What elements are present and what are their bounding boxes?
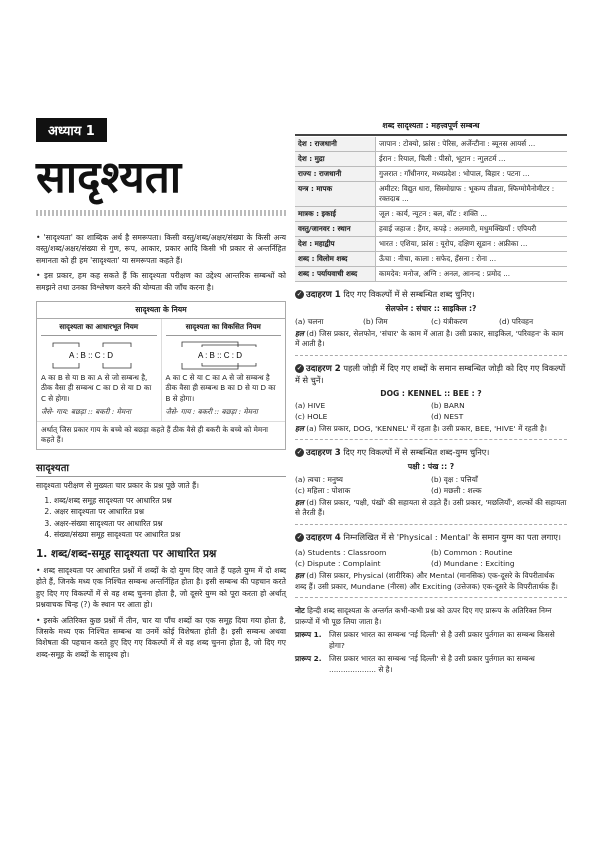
rules-heading: सादृश्यता के नियम <box>37 302 285 319</box>
example-label: उदाहरण 3 <box>306 448 341 458</box>
subsection-paragraph-2: • इसके अतिरिक्त कुछ प्रश्नों में तीन, चार या पाँच शब्दों का एक समूह दिया गया होता है, जिसके मध्य एक निश्चित सम्बन्ध या उनमें कोई विशेषता होती है। इसी सम्बन्ध अथवा विशेषता की पहचान करते हुए दिए गए विकल्पों में से वह शब्द चुनना होता है, जो दिए गए शब्द-समूह के शब्दों के सादृश्य हो। <box>36 615 286 661</box>
option: (c) महिला : पोशाक <box>295 485 351 495</box>
rules-footer: अर्थात् जिस प्रकार गाय के बच्चे को बछड़ा कहते हैं ठीक वैसे ही बकरी के बच्चे को मेमना कहते हैं। <box>37 421 285 449</box>
option: (a) HIVE <box>295 400 326 410</box>
advanced-rule-example: जैसे- गाय : बकरी :: बछड़ा : मेमना <box>165 407 258 417</box>
example-2 <box>295 363 567 441</box>
advanced-rule-title: सादृश्यता का विकसित नियम <box>166 322 282 336</box>
check-icon: ✓ <box>296 290 303 298</box>
option: (c) HOLE <box>295 411 328 421</box>
basic-rule-example: जैसे- गाय: बछड़ा :: बकरी : मेमना <box>41 407 131 417</box>
format-item: प्रारूप 2. जिस प्रकार भारत का सम्बन्ध 'नई दिल्ली' से है उसी प्रकार पुर्तगाल का सम्बन्ध .................... से है। <box>295 654 535 674</box>
relations-heading: शब्द सादृश्यता : महत्त्वपूर्ण सम्बन्ध <box>295 118 567 136</box>
basic-rule-diagram <box>41 339 157 373</box>
example-question: दिए गए विकल्पों में से सम्बन्धित शब्द चुनिए। <box>343 289 475 299</box>
table-row: यन्त्र : मापक अमीटर: विद्युत धारा, सिस्मोग्राफ : भूकम्प तीव्रता, स्फिग्मोमैनोमीटर : रक्तदाब ... <box>295 182 567 207</box>
basic-rule-title: सादृश्यता का आधारभूत नियम <box>41 322 157 336</box>
advanced-rule <box>161 319 286 421</box>
example-question: दिए गए विकल्पों में से सम्बन्धित शब्द-युग्म चुनिए। <box>343 447 490 457</box>
divider <box>295 597 567 598</box>
check-icon: ✓ <box>296 448 303 456</box>
example-options <box>295 547 567 569</box>
example-solution: हल (a) जिस प्रकार, DOG, 'KENNEL' में रहता है। उसी प्रकार, BEE, 'HIVE' में रहती है। <box>295 423 547 433</box>
table-row: वस्तु/जानवर : स्थान हवाई जहाज : हैंगर, कपड़े : अलमारी, मधुमक्खियाँ : एपियरी <box>295 222 567 237</box>
subsection-title: 1. शब्द/शब्द-समूह सादृश्यता पर आधारित प्रश्न <box>36 547 217 560</box>
note <box>295 606 567 627</box>
option: (a) Students : Classroom <box>295 548 387 557</box>
divider <box>295 524 567 525</box>
right-column <box>295 118 567 675</box>
section-title: सादृश्यता <box>36 460 286 477</box>
example-solution: हल (d) जिस प्रकार, सेलफोन, 'संचार' के काम में आता है। उसी प्रकार, साइकिल, 'परिवहन' के काम में आती है। <box>295 328 564 348</box>
left-column <box>36 118 286 664</box>
note-label: नोट <box>295 606 305 615</box>
example-1 <box>295 289 567 356</box>
title-rule <box>36 210 286 216</box>
option: (b) Common : Routine <box>431 548 513 557</box>
option: (d) Mundane : Exciting <box>431 559 515 568</box>
option: (b) वृक्ष : पत्तियाँ <box>431 474 478 484</box>
note-text: हिन्दी शब्द सादृश्यता के अन्तर्गत कभी-कभी प्रश्न को ऊपर दिए गए प्रारूप के अतिरिक्त निम्न प्रारूपों में भी पूछ लिया जाता है। <box>295 606 552 626</box>
example-question: निम्नलिखित में से 'Physical : Mental' के समान युग्म का पता लगाए। <box>343 531 562 542</box>
example-pair: DOG : KENNEL :: BEE : ? <box>380 388 482 398</box>
basic-rule <box>37 319 161 421</box>
table-row: शब्द : विलोम शब्द ऊँचा : नीचा, काला : सफेद, हँसना : रोना ... <box>295 252 567 267</box>
option: (c) Dispute : Complaint <box>295 559 381 568</box>
example-label: उदाहरण 2 <box>306 363 341 374</box>
chapter-title: सादृश्यता <box>36 152 182 203</box>
relations-table <box>295 137 567 282</box>
example-solution: हल (d) जिस प्रकार, 'पक्षी, पंखों' की सहायता से उड़ते हैं। उसी प्रकार, 'मछलियाँ', शल्कों की सहायता से तैरती हैं। <box>295 497 567 517</box>
advanced-rule-diagram <box>166 339 282 373</box>
advanced-diagram-text: A : B :: C : D <box>197 350 242 360</box>
basic-diagram-text: A : B :: C : D <box>68 350 114 360</box>
check-icon: ✓ <box>296 363 303 372</box>
table-row: राज्य : राजधानी गुजरात : गाँधीनगर, मध्यप्रदेश : भोपाल, बिहार : पटना ... <box>295 167 567 182</box>
rules-box <box>36 301 286 450</box>
option: (a) चलना <box>295 316 324 326</box>
table-row: देश : राजधानी जापान : टोक्यो, फ्रांस : पेरिस, अर्जेन्टीना : ब्यूनस आयर्स ... <box>295 137 567 152</box>
table-row: शब्द : पर्यायवाची शब्द कामदेव: मनोज, अग्नि : अनल, आनन्द : प्रमोद ... <box>295 267 567 282</box>
option: (b) जिम <box>363 316 388 326</box>
option: (d) NEST <box>431 411 464 421</box>
question-type-item: 4. संख्या/संख्या समूह सादृश्यता पर आधारित प्रश्न <box>54 529 286 541</box>
chapter-tag: अध्याय 1 <box>36 118 107 142</box>
example-options <box>295 400 567 422</box>
table-row: मात्रक : इकाई जूल : कार्य, न्यूटन : बल, वॉट : शक्ति ... <box>295 207 567 222</box>
check-icon: ✓ <box>296 532 303 541</box>
example-options <box>295 316 567 327</box>
question-type-item: 2. अक्षर सादृश्यता पर आधारित प्रश्न <box>54 506 286 518</box>
example-4 <box>295 532 567 599</box>
intro-paragraph-2: • इस प्रकार, हम कह सकते हैं कि सादृश्यता परीक्षण का उद्देश्य आन्तरिक सम्बन्धों को समझने तथा उनका विश्लेषण करने की योग्यता की जाँच करना है। <box>36 270 286 293</box>
divider <box>295 439 567 440</box>
example-question: पहली जोड़ी में दिए गए शब्दों के समान सम्बन्धित जोड़ी को दिए गए विकल्पों में से चुनें। <box>295 362 566 385</box>
section-lead: सादृश्यता परीक्षण से मुख्यतः चार प्रकार के प्रश्न पूछे जाते हैं। <box>36 480 200 490</box>
question-type-item: 3. अक्षर-संख्या सादृश्यता पर आधारित प्रश्न <box>54 518 286 530</box>
subsection-paragraph-1: • शब्द सादृश्यता पर आधारित प्रश्नों में शब्दों के दो युग्म दिए जाते हैं पहले युग्म में दो शब्द होते हैं, जिनके मध्य एक निश्चित सम्बन्ध अन्तर्निहित होता है। इसी सम्बन्ध की पहचान करते हुए दिए गए विकल्पों में से वह शब्द चुनना होता है, जो दूसरे युग्म को पूरा करता हो अर्थात् प्रश्नवाचक चिन्ह (?) के स्थान पर आता हो। <box>36 565 286 611</box>
example-options <box>295 474 567 496</box>
example-solution: हल (d) जिस प्रकार, Physical (शारीरिक) और Mental (मानसिक) एक-दूसरे के विपरीतार्थक शब्द हैं। उसी प्रकार, Mundane (नीरस) और Exciting (उत्तेजक) एक-दूसरे के विपरीतार्थक हैं। <box>295 571 558 591</box>
example-3 <box>295 447 567 525</box>
option: (d) परिवहन <box>499 316 534 326</box>
question-type-item: 1. शब्द/शब्द समूह सादृश्यता पर आधारित प्रश्न <box>54 495 286 507</box>
intro-paragraph-1: • 'सादृश्यता' का शाब्दिक अर्थ है समरूपता। किसी वस्तु/शब्द/अक्षर/संख्या के किसी अन्य वस्तु/शब्द/अक्षर/संख्या से गुण, रूप, आकार, प्रकार आदि किसी भी प्रकार से अन्तर्निहित समानता को ही हम 'सादृश्यता' या समरूपता कहते हैं। <box>36 232 286 266</box>
divider <box>295 355 567 356</box>
advanced-rule-text: A का C से या C का A से जो सम्बन्ध है ठीक वैसा ही सम्बन्ध B का D से या D का B से होगा। <box>165 372 276 403</box>
example-label: उदाहरण 1 <box>306 290 341 300</box>
example-pair: सेलफोन : संचार :: साइकिल :? <box>385 303 477 313</box>
format-item: प्रारूप 1. जिस प्रकार भारत का सम्बन्ध 'नई दिल्ली' से है उसी प्रकार पुर्तगाल का सम्बन्ध किससे होगा? <box>295 630 555 650</box>
example-label: उदाहरण 4 <box>306 532 341 543</box>
example-pair: पक्षी : पंख :: ? <box>407 461 455 471</box>
basic-rule-text: A का B से या B का A से जो सम्बन्ध है, ठीक वैसा ही सम्बन्ध C का D से या D का C से होगा। <box>41 372 152 403</box>
option: (c) यंत्रीकरण <box>431 316 468 326</box>
option: (b) BARN <box>431 400 465 410</box>
option: (d) मछली : शल्क <box>431 485 482 495</box>
question-types-list <box>36 495 286 541</box>
table-row: देश : महाद्वीप भारत : एशिया, फ्रांस : यूरोप, दक्षिण सूडान : अफ्रीका ... <box>295 237 567 252</box>
option: (a) त्वचा : मनुष्य <box>295 474 343 484</box>
table-row: देश : मुद्रा ईरान : रियाल, चिली : पीसो, भूटान : न्गुलटर्म ... <box>295 152 567 167</box>
